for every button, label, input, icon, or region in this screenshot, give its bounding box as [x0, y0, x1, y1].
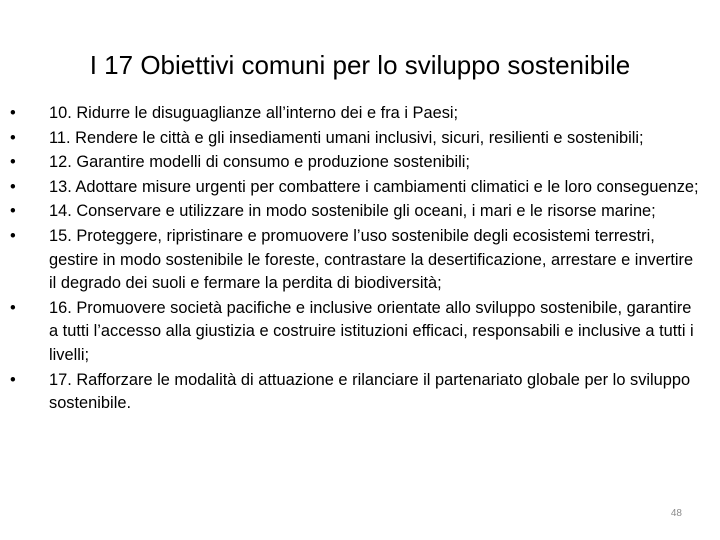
- bullet-icon: •: [10, 177, 16, 196]
- list-item-text: 10. Ridurre le disuguaglianze all’interno dei e fra i Paesi;: [49, 104, 459, 122]
- bullet-list: [10, 102, 700, 417]
- bullet-icon: •: [10, 370, 16, 389]
- list-item-text: 17. Rafforzare le modalità di attuazione e rilanciare il partenariato globale per lo sviluppo sostenibile.: [49, 370, 691, 413]
- page-number: 48: [670, 508, 682, 519]
- list-item: [10, 151, 700, 175]
- list-item: [10, 297, 700, 368]
- list-item: [10, 176, 700, 200]
- list-item: [10, 127, 700, 151]
- list-item-text: 13. Adottare misure urgenti per combattere i cambiamenti climatici e le loro conseguenze;: [49, 177, 699, 196]
- list-item: [10, 200, 700, 224]
- bullet-icon: •: [10, 153, 16, 172]
- list-item-text: 12. Garantire modelli di consumo e produzione sostenibili;: [49, 153, 470, 172]
- bullet-icon: •: [10, 104, 16, 122]
- bullet-icon: •: [10, 202, 16, 221]
- bullet-icon: •: [10, 128, 16, 147]
- list-item: [10, 369, 700, 416]
- list-item: [10, 102, 700, 126]
- list-item-text: 15. Proteggere, ripristinare e promuovere l’uso sostenibile degli ecosistemi terrestri, gestire in modo sostenibile le foreste, contrastare la desertificazione, arrestare e invertire il degrado dei suoli e fermare la perdita di biodiversità;: [49, 226, 694, 293]
- list-item-text: 14. Conservare e utilizzare in modo sostenibile gli oceani, i mari e le risorse marine;: [49, 202, 656, 221]
- list-item: [10, 225, 700, 296]
- bullet-icon: •: [10, 226, 16, 245]
- list-item-text: 16. Promuovere società pacifiche e inclusive orientate allo sviluppo sostenibile, garantire a tutti l’accesso alla giustizia e costruire istituzioni efficaci, responsabili e inclusive a tutti i livelli;: [49, 298, 694, 364]
- slide-title: I 17 Obiettivi comuni per lo sviluppo sostenibile: [89, 50, 631, 80]
- bullet-icon: •: [10, 298, 16, 317]
- list-item-text: 11. Rendere le città e gli insediamenti umani inclusivi, sicuri, resilienti e sostenibili;: [49, 128, 644, 147]
